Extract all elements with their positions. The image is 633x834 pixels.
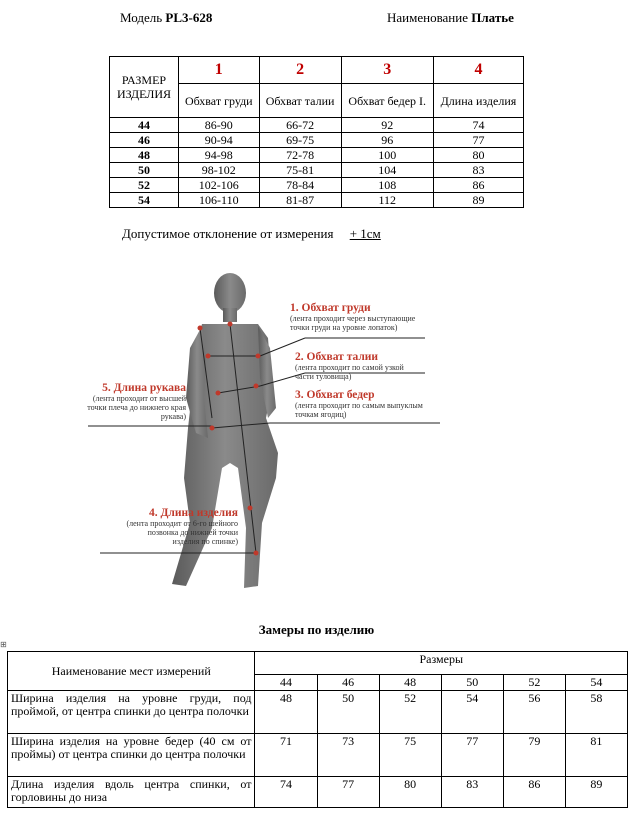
col-label-1: Обхват груди	[179, 84, 260, 118]
col-label-3: Обхват бедер I.	[341, 84, 433, 118]
size-chart-table	[109, 56, 524, 208]
tolerance-value: + 1см	[349, 226, 381, 241]
value-cell: 86-90	[179, 118, 260, 133]
label-chest: 1. Обхват груди (лента проходит через выступающие точки груди на уровне лопаток)	[290, 302, 416, 332]
measure-value: 83	[441, 777, 503, 808]
measure-value: 50	[317, 691, 379, 734]
value-cell: 69-75	[259, 133, 341, 148]
label-waist: 2. Обхват талии (лента проходит по самой узкой части туловища)	[295, 351, 404, 381]
measure-value: 58	[565, 691, 627, 734]
value-cell: 78-84	[259, 178, 341, 193]
size-row	[110, 193, 524, 208]
col-num-1: 1	[179, 57, 260, 84]
size-row	[110, 118, 524, 133]
measure-value: 86	[503, 777, 565, 808]
value-cell: 112	[341, 193, 433, 208]
value-cell: 98-102	[179, 163, 260, 178]
measure-value: 75	[379, 734, 441, 777]
value-cell: 77	[433, 133, 523, 148]
size-column-header: 52	[503, 675, 565, 691]
measure-name: Ширина изделия на уровне бедер (40 см от проймы) от центра спинки до центра полочки	[8, 734, 255, 777]
value-cell: 108	[341, 178, 433, 193]
value-cell: 90-94	[179, 133, 260, 148]
label-hips: 3. Обхват бедер (лента проходит по самым выпуклым точкам ягодиц)	[295, 389, 423, 419]
measure-value: 81	[565, 734, 627, 777]
size-cell: 52	[110, 178, 179, 193]
measure-value: 80	[379, 777, 441, 808]
measures-name-header: Наименование мест измерений	[8, 652, 255, 691]
measure-value: 54	[441, 691, 503, 734]
size-column-header: 54	[565, 675, 627, 691]
measure-value: 77	[441, 734, 503, 777]
measure-row	[8, 734, 628, 777]
tolerance-note: Допустимое отклонение от измерения + 1см	[122, 226, 381, 241]
size-cell: 50	[110, 163, 179, 178]
col-num-2: 2	[259, 57, 341, 84]
value-cell: 75-81	[259, 163, 341, 178]
value-cell: 83	[433, 163, 523, 178]
size-column-header: 48	[379, 675, 441, 691]
measures-caption: Замеры по изделию	[258, 622, 375, 637]
measure-name: Ширина изделия на уровне груди, под проймой, от центра спинки до центра полочки	[8, 691, 255, 734]
product-name-line: Наименование Платье	[387, 10, 514, 25]
value-cell: 80	[433, 148, 523, 163]
value-cell: 92	[341, 118, 433, 133]
measure-value: 71	[255, 734, 317, 777]
size-cell: 44	[110, 118, 179, 133]
measure-row	[8, 691, 628, 734]
model-line: Модель PL3-628	[120, 10, 213, 25]
measure-value: 48	[255, 691, 317, 734]
size-cell: 46	[110, 133, 179, 148]
size-row	[110, 178, 524, 193]
garment-measures-table	[7, 651, 628, 808]
value-cell: 102-106	[179, 178, 260, 193]
measure-value: 74	[255, 777, 317, 808]
value-cell: 96	[341, 133, 433, 148]
col-label-2: Обхват талии	[259, 84, 341, 118]
value-cell: 81-87	[259, 193, 341, 208]
value-cell: 104	[341, 163, 433, 178]
measure-value: 77	[317, 777, 379, 808]
measure-value: 73	[317, 734, 379, 777]
col-label-4: Длина изделия	[433, 84, 523, 118]
value-cell: 86	[433, 178, 523, 193]
size-header: РАЗМЕР ИЗДЕЛИЯ	[110, 57, 179, 118]
value-cell: 74	[433, 118, 523, 133]
size-cell: 54	[110, 193, 179, 208]
value-cell: 106-110	[179, 193, 260, 208]
value-cell: 100	[341, 148, 433, 163]
model-value: PL3-628	[165, 10, 213, 25]
size-row	[110, 133, 524, 148]
measure-row	[8, 777, 628, 808]
size-column-header: 46	[317, 675, 379, 691]
value-cell: 66-72	[259, 118, 341, 133]
size-column-header: 44	[255, 675, 317, 691]
col-num-4: 4	[433, 57, 523, 84]
col-num-3: 3	[341, 57, 433, 84]
measure-value: 79	[503, 734, 565, 777]
size-column-header: 50	[441, 675, 503, 691]
measure-value: 89	[565, 777, 627, 808]
table-anchor-icon[interactable]: ⊞	[0, 640, 7, 649]
label-length: 4. Длина изделия (лента проходит от 6-го шейного позвонка до нижней точки изделия по спинке)	[126, 507, 238, 546]
product-name-value: Платье	[471, 10, 514, 25]
size-row	[110, 163, 524, 178]
size-row	[110, 148, 524, 163]
value-cell: 94-98	[179, 148, 260, 163]
measure-name: Длина изделия вдоль центра спинки, от горловины до низа	[8, 777, 255, 808]
size-cell: 48	[110, 148, 179, 163]
measures-sizes-header: Размеры	[255, 652, 628, 675]
measure-value: 56	[503, 691, 565, 734]
value-cell: 89	[433, 193, 523, 208]
measure-value: 52	[379, 691, 441, 734]
value-cell: 72-78	[259, 148, 341, 163]
label-sleeve: 5. Длина рукава (лента проходит от высшей точки плеча до нижнего края рукава)	[87, 382, 186, 421]
